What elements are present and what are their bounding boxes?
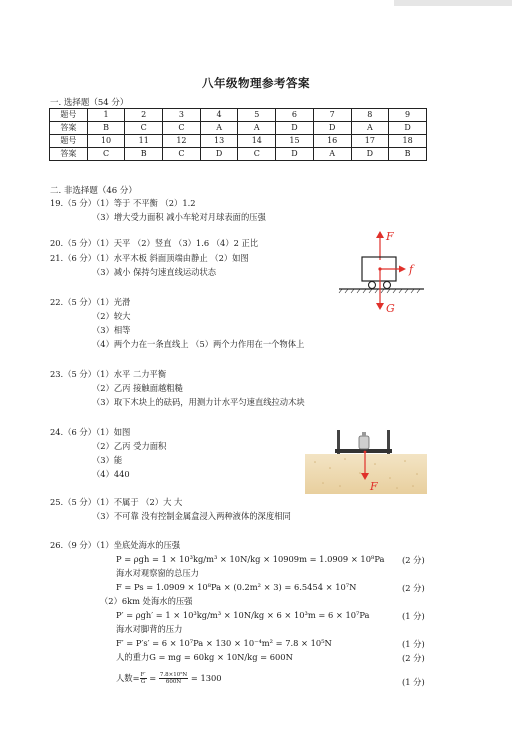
answer-table-cell: B bbox=[125, 148, 163, 161]
answer-table-cell: D bbox=[200, 148, 238, 161]
fraction-2-num: 7.8×10⁵N bbox=[159, 672, 188, 678]
fraction-2-den: 600N bbox=[165, 679, 182, 685]
q26-line4: F = Ps = 1.0909 × 10⁸Pa × (0.2m² × 3) = 6.5454 × 10⁷N bbox=[116, 582, 357, 592]
cart-wheel-right bbox=[384, 282, 391, 289]
q25-line1: 25.（5 分）（1）不属于 （2）大 大 bbox=[50, 497, 183, 507]
answer-table-cell: A bbox=[351, 122, 389, 135]
answer-table-cell: 10 bbox=[87, 135, 125, 148]
q22-line3: （3）相等 bbox=[92, 325, 131, 335]
q22-line1: 22.（5 分）（1）光滑 bbox=[50, 297, 131, 307]
answer-table-cell: 7 bbox=[313, 109, 351, 122]
answer-table-header-cell: 题号 bbox=[50, 135, 88, 148]
answer-table-cell: 9 bbox=[389, 109, 427, 122]
answer-table-cell: B bbox=[389, 148, 427, 161]
answer-table-cell: C bbox=[163, 122, 201, 135]
q21-line1: 21.（6 分）（1）水平木板 斜面顶端由静止 （2）如图 bbox=[50, 253, 249, 263]
answer-table-row bbox=[50, 122, 427, 135]
answer-table-cell: 14 bbox=[238, 135, 276, 148]
q26-line5: （2）6km 处海水的压强 bbox=[100, 596, 193, 606]
answer-table-cell: A bbox=[238, 122, 276, 135]
q26-line9: 人的重力G = mg = 60kg × 10N/kg = 600N bbox=[116, 652, 293, 662]
label-F2: F bbox=[370, 480, 378, 493]
q26-line1: 26.（9 分）（1）坐底处海水的压强 bbox=[50, 540, 181, 550]
q22-line2: （2）较大 bbox=[92, 311, 131, 321]
answer-table-cell: A bbox=[313, 148, 351, 161]
cart-force-diagram bbox=[336, 228, 426, 320]
answer-table-cell: 16 bbox=[313, 135, 351, 148]
answer-table-cell: D bbox=[389, 122, 427, 135]
answer-table-cell: 5 bbox=[238, 109, 276, 122]
q19-line2: （3）增大受力面积 减小车轮对月球表面的压强 bbox=[92, 212, 266, 222]
answer-table-cell: A bbox=[200, 122, 238, 135]
q24-line4: （4）440 bbox=[92, 469, 130, 479]
q26-line7: 海水对脚背的压力 bbox=[116, 624, 183, 634]
table-top bbox=[335, 449, 392, 453]
answer-table-cell: 15 bbox=[276, 135, 314, 148]
answer-table-cell: 6 bbox=[276, 109, 314, 122]
q26-l10-eq: = bbox=[149, 673, 157, 683]
q26-line2: P = ρgh = 1 × 10³kg/m³ × 10N/kg × 10909m = 1.0909 × 10⁸Pa bbox=[116, 554, 385, 564]
answer-table-cell: D bbox=[276, 122, 314, 135]
q23-line1: 23.（5 分）（1）水平 二力平衡 bbox=[50, 369, 167, 379]
answer-table-cell: 3 bbox=[163, 109, 201, 122]
answer-table bbox=[49, 108, 427, 161]
q25-line2: （3）不可靠 没有控制金属盒浸入两种液体的深度相同 bbox=[92, 511, 291, 521]
q26-score10: (1 分) bbox=[402, 677, 425, 687]
page-corner-shadow bbox=[394, 0, 512, 6]
answer-table-cell: D bbox=[351, 148, 389, 161]
answer-table-header-cell: 答案 bbox=[50, 148, 88, 161]
answer-table-cell: 17 bbox=[351, 135, 389, 148]
answer-table-row bbox=[50, 135, 427, 148]
q26-line3: 海水对观察窗的总压力 bbox=[116, 568, 199, 578]
q26-score4: (2 分) bbox=[402, 583, 425, 593]
sand-table-diagram bbox=[305, 428, 427, 494]
q26-score2: (2 分) bbox=[402, 555, 425, 565]
q26-score6: (1 分) bbox=[402, 611, 425, 621]
q26-l10-prefix: 人数= bbox=[116, 673, 140, 683]
answer-table-cell: B bbox=[87, 122, 125, 135]
q26-score9: (2 分) bbox=[402, 653, 425, 663]
q23-line3: （3）取下木块上的砝码，用测力计水平匀速直线拉动木块 bbox=[92, 397, 305, 407]
section2-heading: 二. 非选择题（46 分） bbox=[50, 186, 137, 196]
page-title: 八年级物理参考答案 bbox=[202, 76, 310, 90]
q24-line2: （2）乙丙 受力面积 bbox=[92, 441, 167, 451]
q26-line10 bbox=[116, 672, 222, 685]
q26-line8: F′ = P′s′ = 6 × 10⁷Pa × 130 × 10⁻⁴m² = 7.8 × 10⁵N bbox=[116, 638, 332, 648]
answer-table-header-cell: 题号 bbox=[50, 109, 88, 122]
answer-table-cell: D bbox=[313, 122, 351, 135]
answer-table-cell: 1 bbox=[87, 109, 125, 122]
answer-table-cell: D bbox=[276, 148, 314, 161]
answer-table-cell: 11 bbox=[125, 135, 163, 148]
answer-table-cell: 13 bbox=[200, 135, 238, 148]
answer-table-header-cell: 答案 bbox=[50, 122, 88, 135]
q24-line1: 24.（6 分）（1）如图 bbox=[50, 427, 131, 437]
answer-table-cell: 4 bbox=[200, 109, 238, 122]
answer-table-cell: 18 bbox=[389, 135, 427, 148]
q22-line4: （4）两个力在一条直线上 （5）两个力作用在一个物体上 bbox=[92, 339, 305, 349]
label-f: f bbox=[409, 263, 414, 276]
answer-table-row bbox=[50, 148, 427, 161]
answer-table-cell: C bbox=[163, 148, 201, 161]
q26-line6: P′ = ρgh′ = 1 × 10³kg/m³ × 10N/kg × 6 × 10³m = 6 × 10⁷Pa bbox=[116, 610, 370, 620]
q26-score8: (1 分) bbox=[402, 639, 425, 649]
answer-table-cell: C bbox=[238, 148, 276, 161]
answer-table-cell: 8 bbox=[351, 109, 389, 122]
q23-line2: （2）乙丙 接触面越粗糙 bbox=[92, 383, 183, 393]
q24-line3: （3）能 bbox=[92, 455, 123, 465]
fraction-2 bbox=[159, 672, 188, 685]
fraction-1 bbox=[140, 672, 147, 685]
label-F: F bbox=[386, 230, 394, 243]
q26-l10-result: = 1300 bbox=[190, 673, 222, 683]
answer-table-cell: 12 bbox=[163, 135, 201, 148]
q20-line1: 20.（5 分）（1）天平 （2）竖直 （3）1.6 （4）2 正比 bbox=[50, 238, 259, 248]
label-G: G bbox=[386, 302, 395, 315]
fraction-1-den: G bbox=[140, 679, 146, 685]
weight bbox=[359, 436, 369, 449]
fraction-1-num: F′ bbox=[140, 672, 146, 678]
answer-table-cell: C bbox=[125, 122, 163, 135]
answer-table-row bbox=[50, 109, 427, 122]
q19-line1: 19.（5 分）（1）等于 不平衡 （2）1.2 bbox=[50, 198, 196, 208]
answer-table-cell: C bbox=[87, 148, 125, 161]
q21-line2: （3）减小 保持匀速直线运动状态 bbox=[92, 267, 217, 277]
answer-table-cell: 2 bbox=[125, 109, 163, 122]
cart-wheel-left bbox=[369, 282, 376, 289]
section1-heading: 一. 选择题（54 分） bbox=[50, 98, 129, 108]
